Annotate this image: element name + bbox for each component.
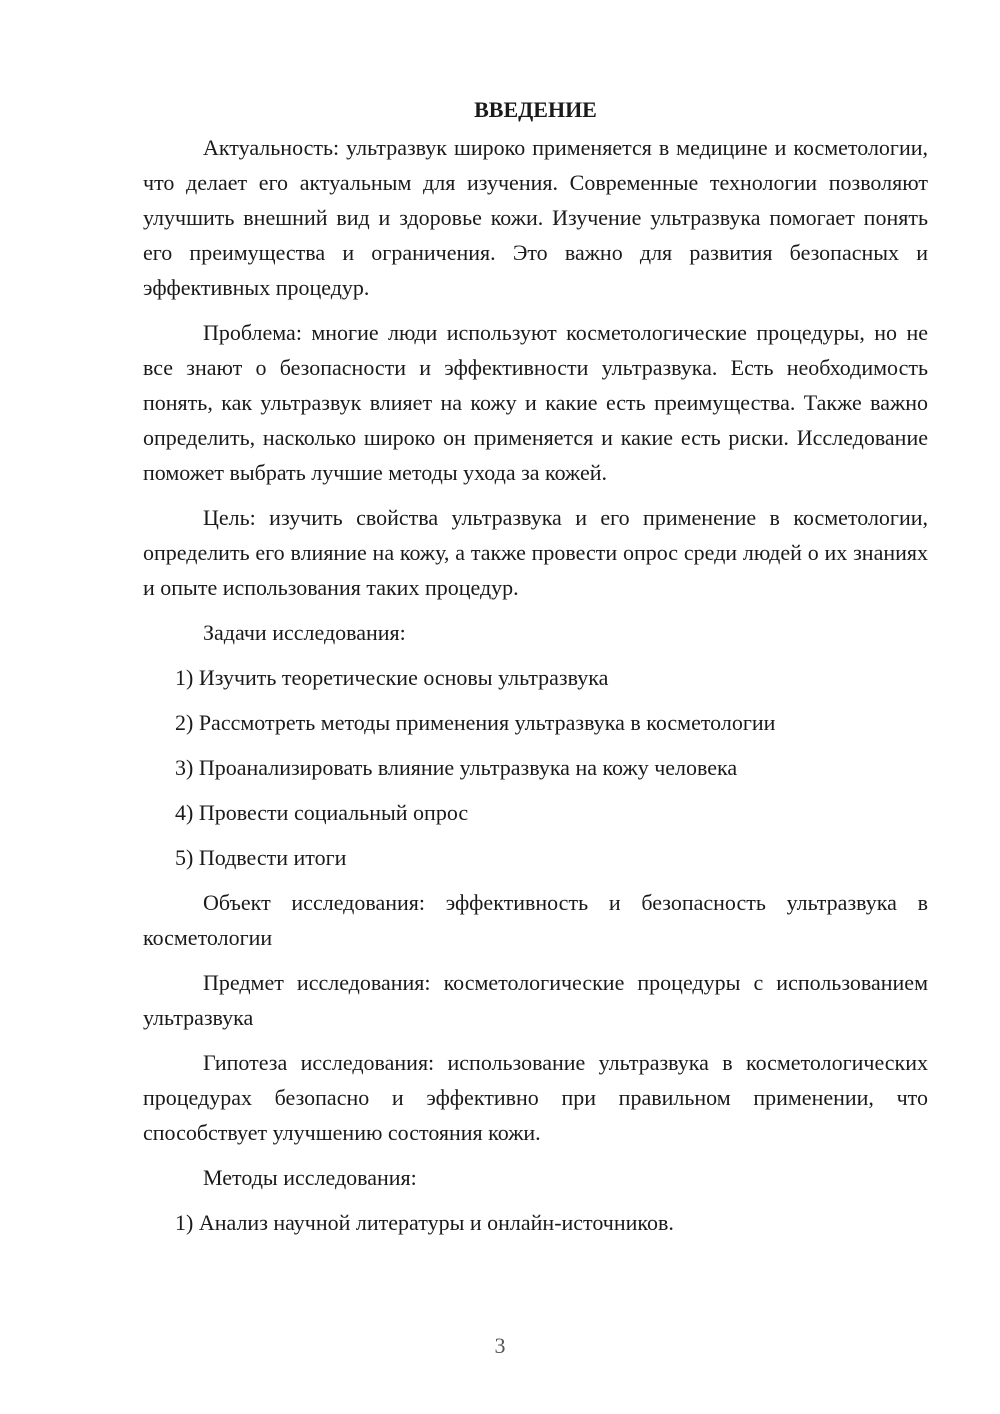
task-item: 4) Провести социальный опрос bbox=[175, 800, 469, 825]
goal-paragraph: Цель: изучить свойства ультразвука и его применение в косметологии, определить его влияние на кожу, а также провести опрос среди людей о их знаниях и опыте использования таких процедур. bbox=[143, 505, 928, 600]
task-item: 5) Подвести итоги bbox=[175, 845, 347, 870]
task-item: 2) Рассмотреть методы применения ультразвука в косметологии bbox=[175, 710, 776, 735]
relevance-paragraph: Актуальность: ультразвук широко применяется в медицине и косметологии, что делает его актуальным для изучения. Современные технологии позволяют улучшить внешний вид и здоровье кожи. Изучение ультразвука помогает понять его преимущества и ограничения. Это важно для развития безопасных и эффективных процедур. bbox=[143, 135, 928, 300]
page-number: 3 bbox=[494, 1333, 506, 1358]
hypothesis-paragraph: Гипотеза исследования: использование ультразвука в косметологических процедурах безопасно и эффективно при правильном применении, что способствует улучшению состояния кожи. bbox=[143, 1050, 928, 1145]
tasks-list bbox=[143, 660, 928, 875]
methods-label: Методы исследования: bbox=[203, 1165, 417, 1190]
document-page bbox=[143, 90, 928, 1250]
subject-paragraph: Предмет исследования: косметологические процедуры с использованием ультразвука bbox=[143, 970, 928, 1030]
object-paragraph: Объект исследования: эффективность и безопасность ультразвука в косметологии bbox=[143, 890, 928, 950]
task-item: 1) Изучить теоретические основы ультразвука bbox=[175, 665, 609, 690]
problem-paragraph: Проблема: многие люди используют косметологические процедуры, но не все знают о безопасности и эффективности ультразвука. Есть необходимость понять, как ультразвук влияет на кожу и какие есть преимущества. Также важно определить, насколько широко он применяется и какие есть риски. Исследование поможет выбрать лучшие методы ухода за кожей. bbox=[143, 320, 928, 485]
tasks-label: Задачи исследования: bbox=[203, 620, 406, 645]
method-item: 1) Анализ научной литературы и онлайн-источников. bbox=[175, 1210, 674, 1235]
section-title: ВВЕДЕНИЕ bbox=[474, 97, 597, 122]
methods-list bbox=[143, 1205, 928, 1240]
task-item: 3) Проанализировать влияние ультразвука на кожу человека bbox=[175, 755, 738, 780]
